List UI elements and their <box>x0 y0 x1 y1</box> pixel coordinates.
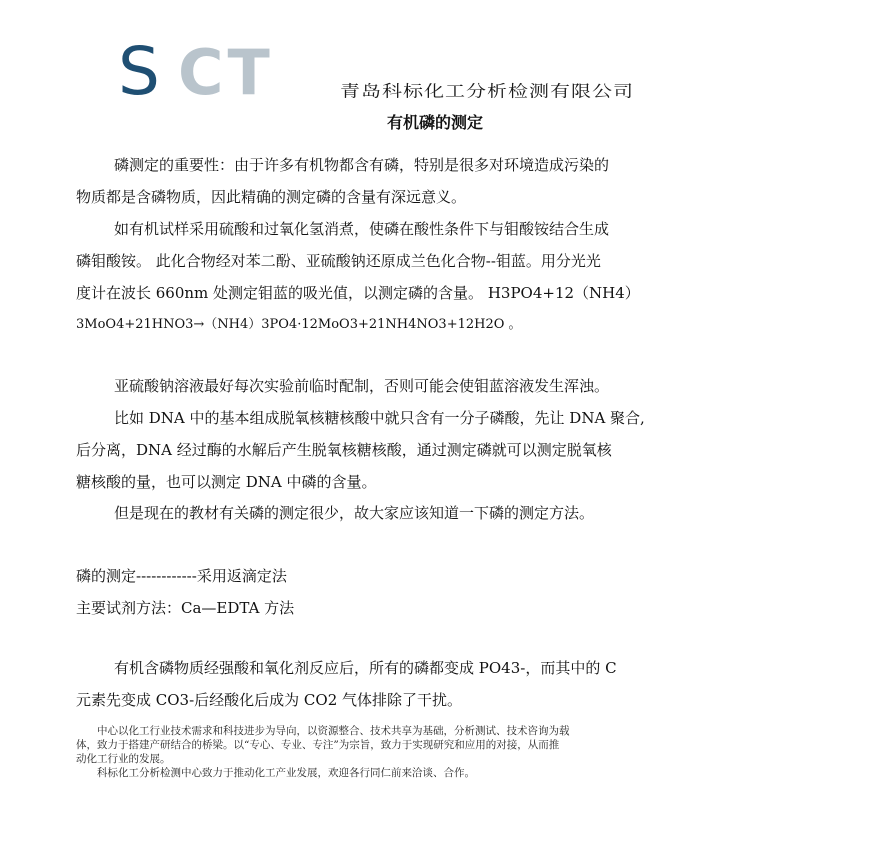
text-line: 磷测定的重要性：由于许多有机物都含有磷，特别是很多对环境造成污染的 <box>114 156 610 174</box>
chemical-equation: 3MoO4+21HNO3→（NH4）3PO4·12MoO3+21NH4NO3+12H2O 。 <box>76 317 522 332</box>
text-line: 磷钼酸铵。 此化合物经对苯二酚、亚硫酸钠还原成兰色化合物--钼蓝。用分光光 <box>76 252 601 270</box>
text-line: 后分离，DNA 经过酶的水解后产生脱氧核糖核酸，通过测定磷就可以测定脱氧核 <box>76 441 612 459</box>
footer-line: 科标化工分析检测中心致力于推动化工产业发展，欢迎各行同仁前来洽谈、合作。 <box>76 767 475 779</box>
footer-line: 动化工行业的发展。 <box>76 753 171 765</box>
text-line: 主要试剂方法：Ca—EDTA 方法 <box>76 599 295 617</box>
text-line: 如有机试样采用硫酸和过氧化氢消煮，使磷在酸性条件下与钼酸铵结合生成 <box>114 220 610 238</box>
text-line: 糖核酸的量，也可以测定 DNA 中磷的含量。 <box>76 473 377 491</box>
footer-line: 中心以化工行业技术需求和科技进步为导向，以资源整合、技术共享为基础，分析测试、技术咨询为载 <box>76 725 570 737</box>
paragraph-reaction <box>76 652 806 716</box>
page-title: 有机磷的测定 <box>386 113 483 132</box>
paragraph-textbook <box>76 497 806 529</box>
text-line: 物质都是含磷物质，因此精确的测定磷的含量有深远意义。 <box>76 188 467 206</box>
footer-line: 体，致力于搭建产研结合的桥梁。以“专心、专业、专注”为宗旨，致力于实现研究和应用的对接，从而推 <box>76 739 560 751</box>
paragraph-sodium-sulfite <box>76 370 806 402</box>
text-line: 亚硫酸钠溶液最好每次实验前临时配制，否则可能会使钼蓝溶液发生浑浊。 <box>114 377 610 395</box>
company-name: 青岛科标化工分析检测有限公司 <box>340 81 634 101</box>
text-line: 比如 DNA 中的基本组成脱氧核糖核酸中就只含有一分子磷酸，先让 DNA 聚合, <box>114 409 645 427</box>
text-line: 元素先变成 CO3-后经酸化后成为 CO2 气体排除了干扰。 <box>76 691 463 709</box>
svg-text:S: S <box>118 40 160 102</box>
paragraph-method <box>76 213 806 341</box>
paragraph-dna <box>76 402 806 498</box>
company-logo <box>118 40 318 102</box>
method-heading <box>76 560 806 624</box>
text-line: 有机含磷物质经强酸和氧化剂反应后，所有的磷都变成 PO43-，而其中的 C <box>114 659 617 677</box>
paragraph-importance <box>76 149 806 213</box>
svg-text:CT: CT <box>178 40 274 102</box>
text-line: 磷的测定------------采用返滴定法 <box>76 567 287 585</box>
text-line: 度计在波长 660nm 处测定钼蓝的吸光值，以测定磷的含量。 H3PO4+12（NH4） <box>76 284 640 302</box>
text-line: 但是现在的教材有关磷的测定很少，故大家应该知道一下磷的测定方法。 <box>114 504 595 522</box>
footer-note <box>76 724 796 780</box>
